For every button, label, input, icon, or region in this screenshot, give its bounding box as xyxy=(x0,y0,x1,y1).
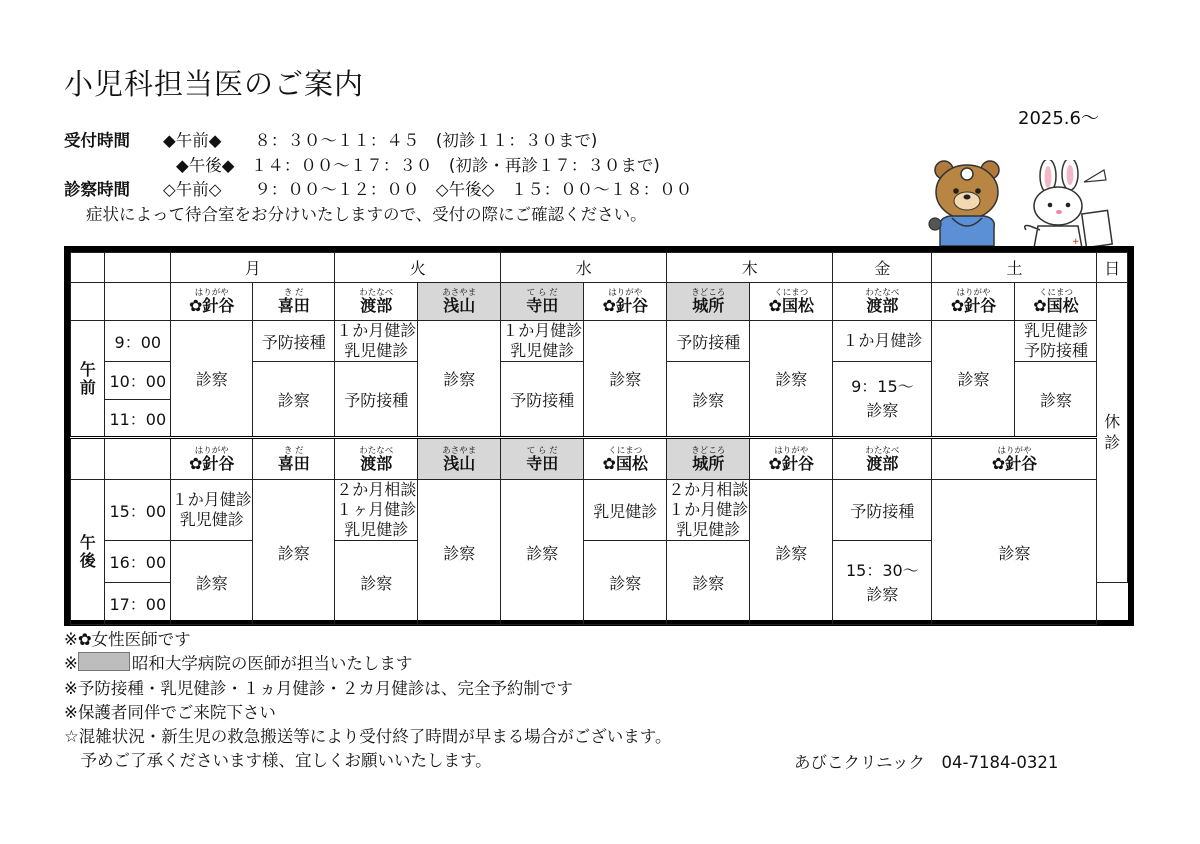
bear-doctor-illustration xyxy=(928,158,1008,248)
note-showa-line xyxy=(64,652,671,676)
pm-sat: 診察 xyxy=(932,480,1097,625)
reception-am-line xyxy=(64,127,597,151)
am-doctor-sat-1: はりがや ✿針谷 xyxy=(932,283,1015,321)
am-mon-1: 診察 xyxy=(171,321,253,438)
am-fri-bottom: 9：15～ 診察 xyxy=(833,362,932,438)
page-title: 小児科担当医のご案内 xyxy=(64,67,365,101)
am-doctor-wed-1: て ら だ 寺田 xyxy=(501,283,584,321)
exam-label: 診察時間 xyxy=(64,180,130,199)
am-mon-2-top: 予防接種 xyxy=(253,321,335,362)
notes xyxy=(64,628,671,774)
am-thu-1-bottom: 診察 xyxy=(667,362,750,438)
am-doctor-sat-2: くにまつ ✿国松 xyxy=(1015,283,1097,321)
effective-date: 2025.6～ xyxy=(1018,108,1099,129)
am-fri-top: １か月健診 xyxy=(833,321,932,362)
am-label: 午 前 xyxy=(71,321,105,438)
day-header-fri: 金 xyxy=(833,253,932,283)
pm-fri-top: 予防接種 xyxy=(833,480,932,541)
reception-label: 受付時間 xyxy=(64,131,130,150)
am-tue-1-bottom: 予防接種 xyxy=(335,362,418,438)
pm-wed-2-bottom: 診察 xyxy=(584,541,667,625)
pm-time-16: 16：00 xyxy=(105,541,171,583)
note-apology: 予めご了承くださいます様、宜しくお願いいたします。 xyxy=(64,751,492,771)
note-guardian: ※保護者同伴でご来院下さい xyxy=(64,702,276,722)
reception-pm: ◆午後◆ １４：００～１７：３０ (初診・再診１７：３０まで) xyxy=(176,156,660,175)
pm-thu-1-top: ２か月相談 １か月健診 乳児健診 xyxy=(668,480,749,539)
am-doctor-wed-2: はりがや ✿針谷 xyxy=(584,283,667,321)
am-mon-2-bottom: 診察 xyxy=(253,362,335,438)
pm-mon-2: 診察 xyxy=(253,480,335,625)
am-thu-2: 診察 xyxy=(750,321,833,438)
am-time-9: 9：00 xyxy=(105,321,171,362)
note-reservation: ※予防接種・乳児健診・１ヵ月健診・２カ月健診は、完全予約制です xyxy=(64,678,573,698)
pm-doctor-thu-2: はりがや ✿針谷 xyxy=(750,438,833,480)
am-wed-1-top: １か月健診 乳児健診 xyxy=(502,321,583,360)
day-header-tue: 火 xyxy=(335,253,501,283)
pm-mon-1-bottom: 診察 xyxy=(171,541,253,625)
exam-times: ◇午前◇ ９：００～１２：００ ◇午後◇ １５：００～１８：００ xyxy=(163,180,693,199)
blank-cell xyxy=(71,438,105,480)
pm-wed-1: 診察 xyxy=(501,480,584,625)
note-female-doctors: ※✿女性医師です xyxy=(64,630,191,649)
day-header-thu: 木 xyxy=(667,253,833,283)
day-header-sun: 日 xyxy=(1097,253,1128,283)
pm-tue-1-bottom: 診察 xyxy=(335,541,418,625)
pm-tue-1-top: ２か月相談 １ヶ月健診 乳児健診 xyxy=(336,480,417,539)
pm-tue-2: 診察 xyxy=(418,480,501,625)
pm-doctor-mon-1: はりがや ✿針谷 xyxy=(171,438,253,480)
corner-cell xyxy=(71,253,105,283)
am-sat-1: 診察 xyxy=(932,321,1015,438)
schedule-table xyxy=(70,252,1128,625)
am-thu-1-top: 予防接種 xyxy=(667,321,750,362)
pm-time-15: 15：00 xyxy=(105,480,171,541)
pm-doctor-mon-2: き だ 喜田 xyxy=(253,438,335,480)
day-header-mon: 月 xyxy=(171,253,335,283)
am-doctor-thu-1: きどころ 城所 xyxy=(667,283,750,321)
am-time-10: 10：00 xyxy=(105,362,171,400)
waiting-room-note: 症状によって待合室をお分けいたしますので、受付の際にご確認ください。 xyxy=(86,205,647,224)
blank-cell xyxy=(71,283,105,321)
sunday-closed: 休 診 xyxy=(1097,283,1128,583)
note-congestion: ☆混雑状況・新生児の救急搬送等により受付終了時間が早まる場合がございます。 xyxy=(64,727,672,747)
am-sat-2-bottom: 診察 xyxy=(1015,362,1097,438)
am-doctor-mon-1: はりがや ✿針谷 xyxy=(171,283,253,321)
day-header-sat: 土 xyxy=(932,253,1097,283)
pm-doctor-thu-1: きどころ 城所 xyxy=(667,438,750,480)
day-header-wed: 水 xyxy=(501,253,667,283)
am-doctor-tue-2: あさやま 浅山 xyxy=(418,283,501,321)
corner-cell xyxy=(105,253,171,283)
pm-doctor-tue-1: わたなべ 渡部 xyxy=(335,438,418,480)
am-doctor-fri: わたなべ 渡部 xyxy=(833,283,932,321)
pm-doctor-wed-2: くにまつ ✿国松 xyxy=(584,438,667,480)
blank-cell xyxy=(105,283,171,321)
am-tue-2: 診察 xyxy=(418,321,501,438)
note-prefix: ※ xyxy=(64,654,78,674)
am-wed-1-bottom: 予防接種 xyxy=(501,362,584,438)
am-wed-2: 診察 xyxy=(584,321,667,438)
gray-legend-swatch xyxy=(78,652,130,671)
pm-wed-2-top: 乳児健診 xyxy=(584,480,667,541)
am-doctor-mon-2: き だ 喜田 xyxy=(253,283,335,321)
pm-thu-1-bottom: 診察 xyxy=(667,541,750,625)
am-time-11: 11：00 xyxy=(105,400,171,438)
pm-time-17: 17：00 xyxy=(105,583,171,625)
svg-text:+: + xyxy=(1072,237,1080,247)
pm-fri-bottom: 15：30～ 診察 xyxy=(833,541,932,625)
pm-mon-1-top: １か月健診 乳児健診 xyxy=(171,480,253,541)
exam-line xyxy=(64,176,692,200)
pm-doctor-wed-1: て ら だ 寺田 xyxy=(501,438,584,480)
reception-am: ◆午前◆ ８：３０～１１：４５ (初診１１：３０まで) xyxy=(163,131,598,150)
rabbit-nurse-illustration xyxy=(1018,160,1118,248)
pm-label: 午 後 xyxy=(71,480,105,625)
note-showa: 昭和大学病院の医師が担当いたします xyxy=(131,654,413,674)
clinic-name-phone: あびこクリニック 04-7184-0321 xyxy=(794,753,1059,772)
am-doctor-tue-1: わたなべ 渡部 xyxy=(335,283,418,321)
am-tue-1-top: １か月健診 乳児健診 xyxy=(336,321,417,360)
pm-doctor-fri: わたなべ 渡部 xyxy=(833,438,932,480)
am-doctor-thu-2: くにまつ ✿国松 xyxy=(750,283,833,321)
pm-doctor-tue-2: あさやま 浅山 xyxy=(418,438,501,480)
pm-thu-2: 診察 xyxy=(750,480,833,625)
pm-doctor-sat: はりがや ✿針谷 xyxy=(932,438,1097,480)
am-sat-2-top: 乳児健診 予防接種 xyxy=(1015,321,1097,362)
blank-cell xyxy=(105,438,171,480)
doctor-schedule xyxy=(64,246,1134,626)
